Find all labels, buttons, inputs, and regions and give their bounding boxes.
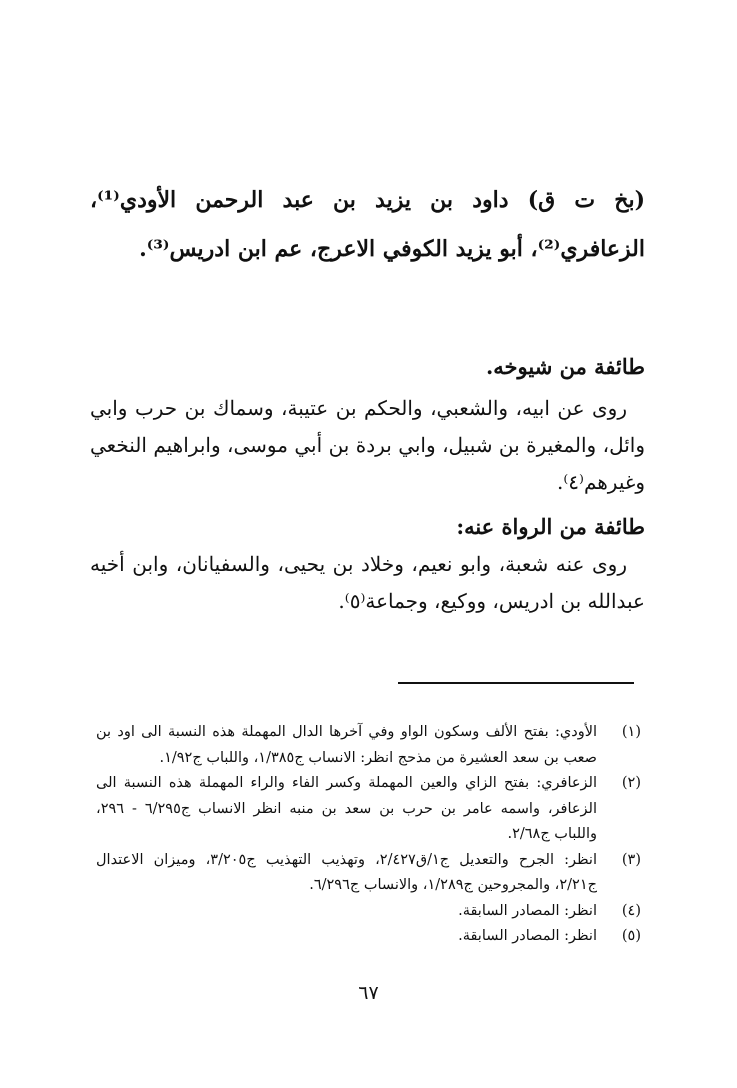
- biography-entry: (بخ ت ق) داود بن يزيد بن عبد الرحمن الأودي⁽¹⁾، الزعافري⁽²⁾، أبو يزيد الكوفي الاعرج، عم ابن ادريس⁽³⁾.: [90, 187, 645, 262]
- footnote-number: (١): [621, 724, 641, 740]
- ruwat-text: روى عنه شعبة، وابو نعيم، وخلاد بن يحيى، والسفيانان، وابن أخيه عبدالله بن ادريس، ووكيع، وجماعة⁽٥⁾.: [90, 552, 645, 613]
- footnote-item: [96, 924, 641, 950]
- footnote-item: [96, 848, 641, 899]
- footnote-text: الأودي: بفتح الألف وسكون الواو وفي آخرها الدال المهملة هذه النسبة الى اود بن صعب بن سعد العشيرة من مذحج انظر: الانساب ج١/٣٨٥، واللباب ج١/٩٢.: [96, 724, 597, 766]
- footnote-item: [96, 899, 641, 925]
- footnote-item: [96, 720, 641, 771]
- shuyukh-text: روى عن ابيه، والشعبي، والحكم بن عتيبة، وسماك بن حرب وابي وائل، والمغيرة بن شبيل، وابي بردة بن أبي موسى، وابراهيم النخعي وغيرهم⁽٤⁾.: [90, 396, 645, 494]
- footnote-text: انظر: المصادر السابقة.: [458, 902, 597, 919]
- footnotes-list: [96, 720, 641, 950]
- page-number: ٦٧: [358, 982, 379, 1004]
- footnote-text: الزعافري: بفتح الزاي والعين المهملة وكسر الفاء والراء المهملة هذه النسبة الى الزعافر، واسمه عامر بن حرب بن سعد بن منبه انظر الانساب ج٦/٢٩٥ - ٢٩٦، واللباب ج٢/٦٨.: [96, 775, 598, 842]
- footnote-separator: [398, 682, 634, 684]
- footnote-text: انظر: المصادر السابقة.: [458, 928, 597, 944]
- section-heading-shuyukh: طائفة من شيوخه.: [485, 354, 645, 379]
- footnote-item: [96, 771, 641, 848]
- footnote-number: (٤): [621, 902, 641, 919]
- footnote-number: (٣): [621, 851, 641, 868]
- footnote-number: (٥): [621, 928, 641, 944]
- section-heading-ruwat: طائفة من الرواة عنه:: [456, 514, 645, 539]
- section-body-shuyukh: [90, 390, 645, 501]
- footnote-number: (٢): [621, 775, 641, 791]
- section-body-ruwat: [90, 546, 645, 620]
- footnote-text: انظر: الجرح والتعديل ج١/ق٢/٤٢٧، وتهذيب التهذيب ج٣/٢٠٥، وميزان الاعتدال ج٢/٢١، والمجروحين ج١/٢٨٩، والانساب ج٦/٢٩٦.: [96, 851, 597, 893]
